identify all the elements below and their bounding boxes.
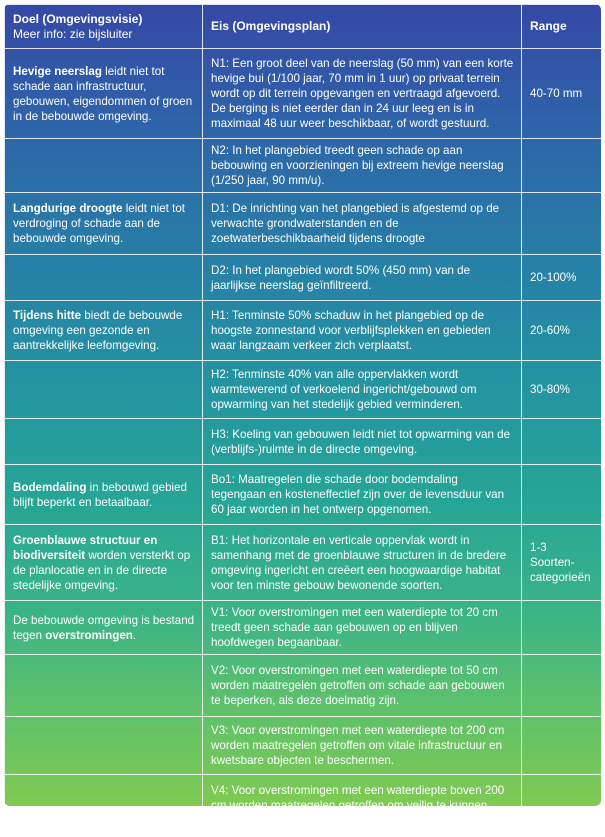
header-requirement-title: Eis (Omgevingsplan) — [211, 19, 331, 33]
requirement-text: D1: De inrichting van het plangebied is afgestemd op de verwachte grondwaterstanden en de zoetwaterbeschikbaarheid tijdens droogte — [211, 202, 500, 245]
range-cell — [522, 49, 602, 139]
range-cell — [522, 601, 602, 655]
requirement-cell — [203, 419, 522, 465]
requirement-text: V1: Voor overstromingen met een waterdiepte tot 20 cm treedt geen schade aan gebouwen op en blijven hoofdwegen begaanbaar. — [211, 606, 498, 649]
range-value: 20-100% — [530, 271, 577, 284]
range-cell — [522, 525, 602, 601]
goal-cell — [5, 139, 203, 193]
requirements-table-container — [4, 4, 601, 827]
header-range-title: Range — [530, 19, 567, 33]
goal-cell — [5, 717, 203, 775]
goal-text: worden versterkt op de planlocatie en in de directe stedelijke omgeving. — [13, 548, 191, 592]
goal-keyword: overstromingen — [45, 628, 133, 642]
table-row — [5, 139, 602, 193]
goal-text: De bebouwde omgeving is bestand tegen — [13, 613, 195, 642]
range-cell — [522, 361, 602, 419]
goal-cell — [5, 361, 203, 419]
header-goal — [5, 5, 203, 49]
goal-text: in bebouwd gebied blijft beperkt en betaalbaar. — [13, 480, 187, 509]
requirement-text: V4: Voor overstromingen met een waterdiepte boven 200 cm worden maatregelen getroffen om veilig te kunnen schuilen in het overstroomde gebied. — [211, 784, 505, 827]
range-cell — [522, 193, 602, 255]
header-requirement — [203, 5, 522, 49]
table-header-row — [5, 5, 602, 49]
requirement-cell — [203, 255, 522, 301]
goal-keyword: Groenblauwe structuur en biodiversiteit — [13, 533, 158, 562]
requirement-cell — [203, 49, 522, 139]
requirement-cell — [203, 193, 522, 255]
goal-text: leidt niet tot verdroging of schade aan de bebouwde omgeving. — [13, 202, 186, 245]
range-cell — [522, 139, 602, 193]
goal-cell — [5, 193, 203, 255]
requirement-text: V3: Voor overstromingen met een waterdiepte tot 200 cm worden maatregelen getroffen om vitale infrastructuur en kwetsbare objecten te beschermen. — [211, 724, 505, 767]
header-goal-subtitle: Meer info: zie bijsluiter — [13, 26, 133, 41]
requirement-text: H3: Koeling van gebouwen leidt niet tot opwarming van de (verblijfs-)ruimte in de directe omgeving. — [211, 427, 511, 456]
table-row — [5, 601, 602, 655]
requirement-text: H1: Tenminste 50% schaduw in het plangebied op de hoogste zonnestand voor verblijfsplekken en gebieden waar langzaam verkeer zich verplaatst. — [211, 309, 491, 352]
table-row — [5, 361, 602, 419]
table-row — [5, 717, 602, 775]
requirement-text: D2: In het plangebied wordt 50% (450 mm) van de jaarlijkse neerslag geïnfiltreerd. — [211, 263, 471, 292]
requirement-text: N2: In het plangebied treedt geen schade op aan bebouwing en voorzieningen bij extreem hevige neerslag (1/250 jaar, 90 mm/u). — [211, 144, 504, 187]
goal-cell — [5, 655, 203, 717]
goal-text-end: . — [132, 628, 137, 642]
requirement-text: Bo1: Maatregelen die schade door bodemdaling tegengaan en kosteneffectief zijn over de levensduur van 60 jaar worden in het ontwerp opgenomen. — [211, 473, 505, 516]
goal-text: biedt de bebouwde omgeving een gezonde en aantrekkelijke leefomgeving. — [13, 309, 183, 352]
table-row — [5, 419, 602, 465]
goal-keyword: Langdurige droogte — [13, 202, 123, 215]
range-cell — [522, 775, 602, 837]
table-row — [5, 49, 602, 139]
goal-cell — [5, 775, 203, 837]
header-range — [522, 5, 602, 49]
requirements-table — [4, 4, 602, 837]
table-row — [5, 775, 602, 837]
range-cell — [522, 465, 602, 525]
goal-cell — [5, 419, 203, 465]
table-row — [5, 655, 602, 717]
table-row — [5, 301, 602, 361]
goal-cell — [5, 49, 203, 139]
requirement-text: V2: Voor overstromingen met een waterdiepte tot 50 cm worden maatregelen getroffen om schade aan gebouwen te beperken, als deze doelmatig zijn. — [211, 664, 505, 707]
range-value: 1-3 Soorten-categorieën — [530, 541, 591, 584]
range-value: 30-80% — [530, 383, 570, 396]
range-cell — [522, 255, 602, 301]
goal-cell — [5, 601, 203, 655]
table-row — [5, 193, 602, 255]
table-row — [5, 525, 602, 601]
requirement-text: N1: Een groot deel van de neerslag (50 mm) van een korte hevige bui (1/100 jaar, 70 mm in 1 uur) op privaat terrein wordt op dit terrein opgevangen en vertraagd afgevoerd. De berging is niet eerder dan in 24 uur leeg en is in maximaal 48 uur weer beschikbaar, of wordt gestuurd. — [211, 57, 514, 130]
requirement-cell — [203, 775, 522, 837]
goal-cell — [5, 525, 203, 601]
goal-keyword: Hevige neerslag — [13, 64, 102, 78]
goal-keyword: Tijdens hitte — [13, 309, 82, 322]
goal-cell — [5, 301, 203, 361]
requirement-cell — [203, 525, 522, 601]
goal-cell — [5, 465, 203, 525]
range-cell — [522, 717, 602, 775]
requirement-cell — [203, 601, 522, 655]
requirement-cell — [203, 465, 522, 525]
goal-keyword: Bodemdaling — [13, 480, 87, 494]
range-cell — [522, 655, 602, 717]
requirement-text: B1: Het horizontale en verticale oppervlak wordt in samenhang met de groenblauwe structuren in de bredere omgeving ingericht en creëert een hoogwaardige habitat voor ten minste gebouw bewonende soorten. — [211, 533, 507, 592]
header-goal-title: Doel (Omgevingsvisie) — [13, 11, 143, 26]
table-row — [5, 255, 602, 301]
range-cell — [522, 419, 602, 465]
requirement-cell — [203, 717, 522, 775]
requirement-text: H2: Tenminste 40% van alle oppervlakken wordt warmtewerend of verkoelend ingericht/gebouwd om opwarming van het stedelijk gebied verminderen. — [211, 368, 477, 411]
requirement-cell — [203, 301, 522, 361]
requirement-cell — [203, 361, 522, 419]
range-value: 20-60% — [530, 324, 570, 337]
requirement-cell — [203, 655, 522, 717]
range-value: 40-70 mm — [530, 87, 583, 100]
goal-text: leidt niet tot schade aan infrastructuur, gebouwen, eigendommen of groen in de bebouwde omgeving. — [13, 64, 193, 123]
range-cell — [522, 301, 602, 361]
table-row — [5, 465, 602, 525]
requirement-cell — [203, 139, 522, 193]
goal-cell — [5, 255, 203, 301]
